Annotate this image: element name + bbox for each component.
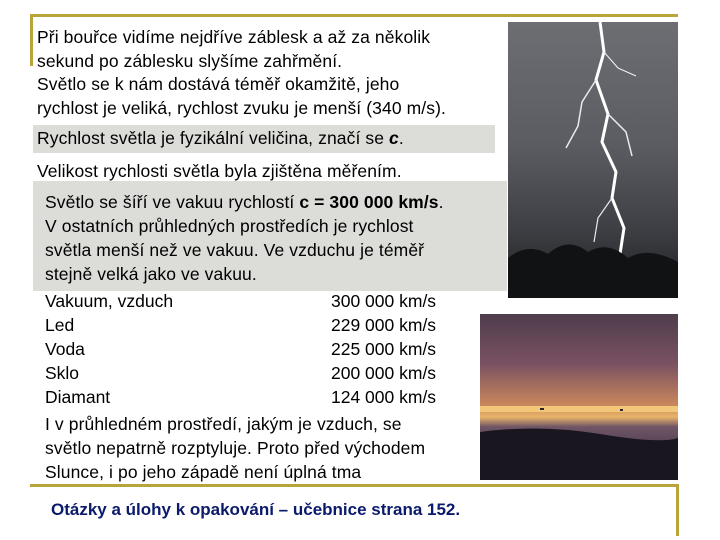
intro-paragraph: [37, 26, 446, 120]
material-cell: Voda: [45, 339, 85, 359]
table-row: [45, 315, 436, 339]
vacuum-line: světla menší než ve vakuu. Ve vzduchu je téměř: [45, 240, 425, 260]
speed-cell: 124 000 km/s: [331, 387, 437, 407]
scattering-line: světlo nepatrně rozptyluje. Proto před východem: [45, 438, 426, 458]
textbook-reference: Otázky a úlohy k opakování – učebnice strana 152.: [51, 500, 461, 519]
intro-line: rychlost je veliká, rychlost zvuku je menší (340 m/s).: [37, 97, 447, 118]
table-row: [45, 363, 436, 387]
vacuum-speed-value: c = 300 000 km/s: [299, 192, 439, 212]
scattering-line: I v průhledném prostředí, jakým je vzduch, se: [45, 414, 402, 434]
scattering-paragraph: [45, 412, 425, 484]
intro-line: Při bouřce vidíme nejdříve záblesk a až za několik: [37, 27, 431, 47]
material-cell: Diamant: [45, 387, 111, 407]
frame-left-line: [30, 14, 33, 66]
vacuum-text: Světlo se šíří ve vakuu rychlostí: [45, 192, 300, 212]
intro-line: sekund po záblesku slyšíme zahřmění.: [37, 50, 343, 71]
vacuum-period: .: [438, 192, 444, 212]
table-row: [45, 291, 436, 315]
speed-cell: 225 000 km/s: [331, 339, 437, 359]
symbol-definition: [37, 127, 404, 151]
speed-cell: 300 000 km/s: [331, 291, 437, 311]
vacuum-line: [45, 190, 444, 214]
vacuum-paragraph: [45, 190, 444, 286]
vacuum-line: V ostatních průhledných prostředích je rychlost: [45, 216, 414, 236]
speed-cell: 229 000 km/s: [331, 315, 437, 335]
table-row: [45, 387, 436, 411]
sunset-photo: [480, 314, 678, 480]
speed-cell: 200 000 km/s: [331, 363, 437, 383]
light-speed-table: [45, 291, 436, 411]
measurement-sentence: Velikost rychlosti světla byla zjištěna měřením.: [37, 161, 402, 181]
lightning-photo: [508, 22, 678, 298]
frame-top-line: [30, 14, 678, 17]
speed-symbol: c: [389, 128, 399, 148]
intro-line: Světlo se k nám dostává téměř okamžitě, jeho: [37, 74, 400, 94]
vacuum-line: stejně velká jako ve vakuu.: [45, 264, 257, 284]
material-cell: Sklo: [45, 363, 80, 383]
material-cell: Led: [45, 315, 75, 335]
table-row: [45, 339, 436, 363]
symbol-period: .: [398, 128, 404, 148]
frame-right-line: [676, 484, 679, 536]
scattering-line: Slunce, i po jeho západě není úplná tma: [45, 462, 362, 482]
frame-bottom-line: [30, 484, 678, 487]
material-cell: Vakuum, vzduch: [45, 291, 174, 311]
symbol-text: Rychlost světla je fyzikální veličina, značí se: [37, 128, 390, 148]
